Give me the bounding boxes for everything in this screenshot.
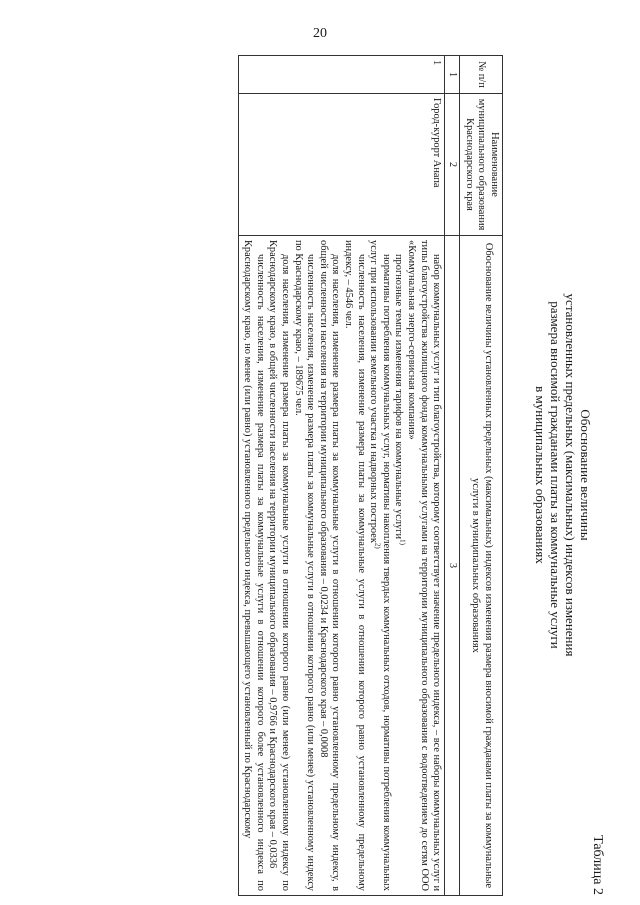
- title-line: установленных предельных (максимальных) индексов изменения: [563, 293, 578, 657]
- header-num: № п/п: [460, 56, 503, 94]
- column-number: 3: [445, 236, 460, 896]
- basis-paragraph: нормативы потребления коммунальных услуг, нормативы накопления твердых коммунальных отходов, нормативы потребления коммунальных услуг при использовании земельного участка и надворных построек$^{2)}$: [368, 240, 392, 891]
- header-basis: Обоснование величины установленных предельных (максимальных) индексов изменения размера вносимой гражданами платы за коммунальные услуги в муниципальных образованиях: [460, 236, 503, 896]
- title-line: размера вносимой гражданами платы за коммунальные услуги: [548, 301, 563, 649]
- column-number: 1: [445, 56, 460, 94]
- table-row: [238, 56, 445, 896]
- header-name: Наименование муниципального образования Краснодарского края: [460, 94, 503, 236]
- basis-paragraph: доля населения, изменение размера платы за коммунальные услуги в отношении которого равно (или менее) установленному индексу по Краснодарскому краю, в общей численности населения на территории муниципального образования – 0,9766 и Краснодарского края – 0,0336: [267, 240, 292, 891]
- justification-table: [238, 55, 503, 896]
- footnote-mark: 1): [398, 539, 407, 545]
- title-line: Обоснование величины: [578, 409, 593, 541]
- basis-paragraph: численность населения, изменение размера платы за коммунальные услуги в отношении которого равно установленному предельному индексу, – 4546 чел.: [343, 240, 367, 891]
- rotated-sheet: [45, 55, 605, 895]
- column-number: 2: [445, 94, 460, 236]
- footnote-mark: 2): [373, 542, 382, 549]
- table-header-row: [460, 56, 503, 896]
- page-number: 20: [313, 26, 327, 41]
- row-number: 1: [238, 56, 445, 94]
- column-number-row: [445, 56, 460, 896]
- table-label: Таблица 2: [590, 835, 605, 895]
- basis-paragraph: прогнозные темпы изменения тарифов на коммунальные услуги$^{1)}$: [393, 254, 407, 545]
- basis-paragraph: численность населения, изменение размера платы за коммунальные услуги в отношении которого более установленного индекса по Краснодарскому краю, но менее (или равно) установленного предельного индекса, превышающего установленный по Краснодарскому: [242, 240, 266, 891]
- basis-paragraph: доля населения, изменение размера платы за коммунальные услуги в отношении которого равно установленному предельному индексу, в общей численности населения на территории муниципального образования – 0,0234 и Краснодарского края – 0,0008: [317, 240, 342, 891]
- document-title: [533, 195, 593, 755]
- title-line: в муниципальных образованиях: [533, 386, 548, 564]
- basis-paragraph: численность населения, изменение размера платы за коммунальные услуги в отношении которого равно (или менее) установленному индексу по Краснодарскому краю, – 189675 чел.: [292, 240, 317, 891]
- basis-paragraph: набор коммунальных услуг и тип благоустройства, которому соответствует значение предельного индекса, – все наборы коммунальных услуг и типы благоустройства жилищного фонда коммунальными услугами на территории муниципального образования с водоотведением до сетям ООО «Коммунальная энерго-сервисная компания»: [406, 240, 443, 891]
- municipality-name: Город-курорт Анапа: [238, 94, 445, 236]
- basis-cell: [238, 236, 445, 896]
